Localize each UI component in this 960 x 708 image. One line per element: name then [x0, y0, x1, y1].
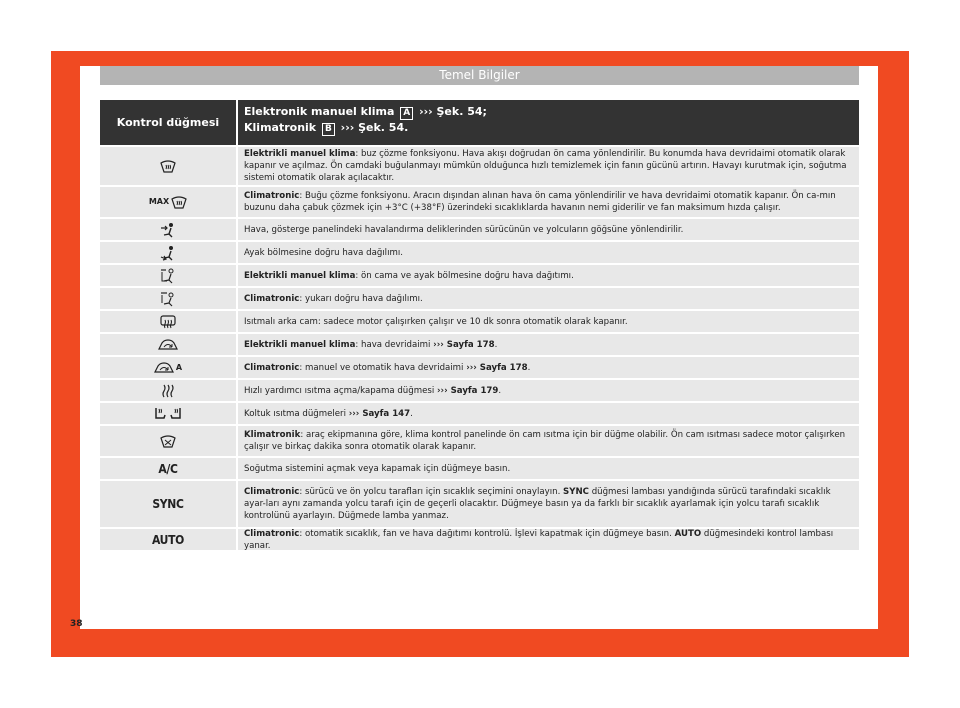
control-symbol-cell: [100, 187, 238, 217]
description-cell: [238, 147, 859, 185]
table-row: [100, 529, 859, 550]
inline-button-label: AUTO: [674, 528, 702, 539]
description-cell: [238, 481, 859, 527]
figure-ref-a: A: [400, 107, 413, 120]
description-text: Hava, gösterge panelindeki havalandırma deliklerinden sürücünün ve yolcuların göğsüne yönlendirilir.: [244, 224, 684, 235]
control-symbol-cell: [100, 357, 238, 378]
page-sheet: [70, 66, 878, 629]
description-text: : araç ekipmanına göre, klima kontrol panelinde ön cam ısıtma için bir düğme olabilir. Ön cam ısıtması sadece motor çalışırken çalışır ve birkaç dakika sonra otomatik olarak kapanır.: [244, 430, 846, 452]
table-row: [100, 311, 859, 332]
header-line-2: Klimatronik B ››› Şek. 54.: [244, 121, 409, 134]
description-text: : yukarı doğru hava dağılımı.: [299, 293, 423, 304]
description-text: Soğutma sistemini açmak veya kapamak için düğmeye basın.: [244, 463, 511, 474]
description-text: : ön cama ve ayak bölmesine doğru hava dağıtımı.: [355, 270, 574, 281]
description-text: : buz çözme fonksiyonu. Hava akışı doğrudan ön cama yönlendirilir. Bu konumda hava devridaimi otomatik olarak kapanır ve açılmaz. Ön camdaki buğulanmayı mümkün olduğunca hızlı temizlemek için fanın gücünü artırın. Havayı kurutmak için, soğutma sistemi otomatik olarak açılacaktır.: [244, 149, 847, 183]
table-row: [100, 265, 859, 286]
description-text: Hızlı yardımcı ısıtma açma/kapama düğmesi: [244, 385, 435, 396]
description-text-cont: düğmesi lambası yandığında sürücü tarafındaki sıcaklık ayar-ları aynı zamanda yolcu tarafı için de geçerli olacaktır. Düğmeye basın ya da farklı bir sıcaklık ayarlamak için yolcu tarafı sıcaklık kontrolünü ayarlayın. Düğmede lamba yanmaz.: [244, 487, 831, 521]
description-cell: Hızlı yardımcı ısıtma açma/kapama düğmesi ››› Sayfa 179.: [244, 385, 502, 396]
rear-window-heating-icon: [160, 315, 176, 329]
page-reference-link[interactable]: ››› Sayfa 178: [466, 362, 528, 373]
table-row: [100, 357, 859, 378]
description-cell: [238, 458, 859, 479]
description-cell: Elektrikli manuel klima: hava devridaimi ››› Sayfa 178.: [244, 339, 498, 350]
description-cell: Climatronic: manuel ve otomatik hava devridaimi ››› Sayfa 178.: [244, 362, 531, 373]
windshield-defrost-icon: [160, 160, 176, 173]
airflow-feet-icon: [160, 245, 176, 261]
figure-link-1[interactable]: ››› Şek. 54;: [419, 105, 487, 118]
table-row: [100, 481, 859, 527]
page-number: 38: [70, 619, 83, 629]
control-symbol-cell: [100, 334, 238, 355]
control-symbol-cell: [100, 311, 238, 332]
description-cell: [238, 426, 859, 456]
description-text: Ayak bölmesine doğru hava dağılımı.: [244, 247, 403, 258]
recirculation-auto-icon: A: [154, 362, 182, 374]
description-cell: [238, 187, 859, 217]
controls-table: [100, 100, 859, 550]
control-symbol-cell: [100, 242, 238, 263]
description-text: : sürücü ve ön yolcu tarafları için sıcaklık seçimini onaylayın.: [299, 487, 561, 497]
auto-code: AUTO: [151, 532, 185, 547]
table-row: [100, 242, 859, 263]
page-reference-link[interactable]: ››› Sayfa 179: [436, 385, 499, 396]
figure-ref-b: B: [322, 123, 335, 136]
control-symbol-cell: [100, 265, 238, 286]
page-reference-link[interactable]: ››› Sayfa 178: [433, 339, 495, 350]
table-row: [100, 380, 859, 401]
system-name: Climatronic: [244, 487, 300, 497]
table-row: [100, 403, 859, 424]
table-row: [100, 147, 859, 185]
table-row: [100, 334, 859, 355]
column-header-control: Kontrol düğmesi: [100, 100, 238, 145]
page-reference-link[interactable]: ››› Sayfa 147: [348, 408, 411, 419]
description-cell: [238, 242, 859, 263]
control-symbol-cell: [100, 403, 238, 424]
description-cell: [238, 265, 859, 286]
table-row: [100, 187, 859, 217]
seat-heating-icon: [153, 406, 183, 422]
control-symbol-cell: [100, 458, 238, 479]
inline-button-label: SYNC: [563, 487, 589, 497]
control-symbol-cell: [100, 529, 238, 550]
recirculation-icon: [158, 339, 178, 351]
system-name: Elektrikli manuel klima: [244, 270, 356, 281]
description-text: Koltuk ısıtma düğmeleri: [244, 408, 346, 419]
control-symbol-cell: [100, 288, 238, 309]
description-cell: [238, 529, 859, 550]
description-cell: [238, 288, 859, 309]
description-text-cont: düğmesindeki kontrol lambası yanar.: [244, 528, 834, 551]
table-row: [100, 288, 859, 309]
system-name: Elektrikli manuel klima: [244, 149, 356, 159]
table-row: [100, 458, 859, 479]
ac-code: A/C: [158, 461, 178, 476]
table-header: [100, 100, 859, 145]
windshield-heating-icon: [160, 435, 176, 448]
control-symbol-cell: [100, 147, 238, 185]
header-line-1: Elektronik manuel klima A ››› Şek. 54;: [244, 105, 487, 118]
airflow-up-icon: [160, 291, 176, 307]
system-name: Climatronic: [244, 191, 300, 201]
description-cell: Koltuk ısıtma düğmeleri ››› Sayfa 147.: [244, 408, 413, 419]
control-symbol-cell: [100, 380, 238, 401]
description-text: : hava devridaimi: [355, 339, 431, 350]
description-text: : manuel ve otomatik hava devridaimi: [299, 362, 464, 373]
system-name: Elektrikli manuel klima: [244, 339, 356, 350]
description-cell: [238, 311, 859, 332]
sync-code: SYNC: [152, 497, 184, 511]
description-text: : otomatik sıcaklık, fan ve hava dağıtımı kontrolü. İşlevi kapatmak için düğmeye basın.: [299, 528, 672, 539]
description-text: Isıtmalı arka cam: sadece motor çalışırken çalışır ve 10 dk sonra otomatik olarak kapanır.: [244, 316, 628, 327]
airflow-upper-body-icon: [160, 222, 176, 238]
control-symbol-cell: [100, 481, 238, 527]
quick-heater-icon: [161, 384, 175, 398]
system-name: Climatronic: [244, 362, 300, 373]
section-header: Temel Bilgiler: [100, 66, 859, 85]
description-cell: [238, 219, 859, 240]
table-row: [100, 219, 859, 240]
system-name: Climatronic: [244, 293, 300, 304]
figure-link-2[interactable]: ››› Şek. 54.: [340, 121, 409, 134]
airflow-windshield-feet-icon: [160, 268, 176, 284]
control-symbol-cell: [100, 426, 238, 456]
control-symbol-cell: [100, 219, 238, 240]
column-header-description: [238, 100, 859, 145]
max-defrost-icon: MAX: [149, 196, 187, 209]
table-row: [100, 426, 859, 456]
system-name: Climatronic: [244, 528, 300, 539]
system-name: Klimatronik: [244, 430, 301, 440]
description-text: : Buğu çözme fonksiyonu. Aracın dışından alınan hava ön cama yönlendirilir ve hava devridaimi otomatik kapanır. Ön ca-mın buzunu daha çabuk çözmek için +3°C (+38°F) üzerindeki sıcaklıklarda havanın nemi giderilir ve fan maksimum hızda çalışır.: [244, 191, 836, 213]
